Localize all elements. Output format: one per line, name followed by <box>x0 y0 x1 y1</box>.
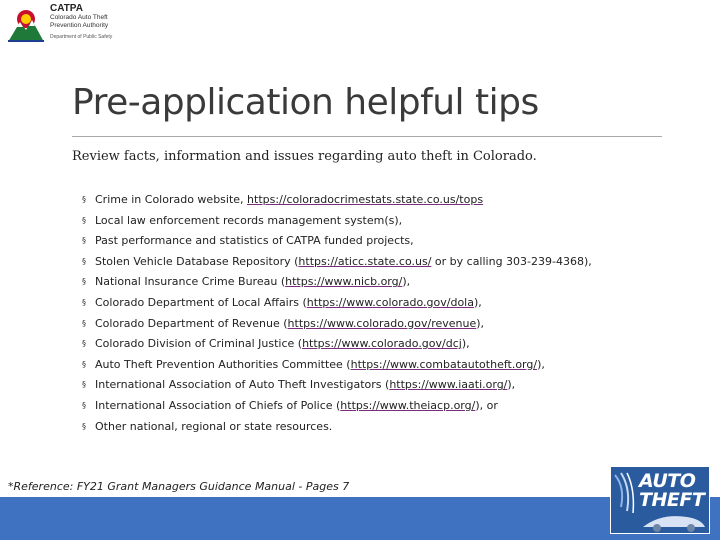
list-item <box>82 334 592 355</box>
list-item-text-after: ), <box>507 378 516 392</box>
bullet-icon: § <box>82 215 86 225</box>
link-colorado-crime-stats[interactable]: https://coloradocrimestats.state.co.us/tops <box>247 193 484 206</box>
slide-title: Pre-application helpful tips <box>72 82 539 123</box>
badge-line-theft: THEFT <box>639 489 705 511</box>
link-dcj[interactable]: https://www.colorado.gov/dcj <box>302 337 462 351</box>
list-item-text: Local law enforcement records management system(s), <box>95 213 403 227</box>
list-item-text-after: ), <box>473 295 482 309</box>
link-dola[interactable]: https://www.colorado.gov/dola <box>306 295 474 309</box>
list-item <box>82 396 592 417</box>
resource-list <box>82 190 592 437</box>
list-item-text: Stolen Vehicle Database Repository ( <box>95 254 299 268</box>
link-revenue[interactable]: https://www.colorado.gov/revenue <box>287 316 477 330</box>
bullet-icon: § <box>82 195 86 204</box>
list-item-text: International Association of Chiefs of Police ( <box>95 398 341 412</box>
badge-line-auto: AUTO <box>639 470 696 492</box>
list-item <box>82 293 592 314</box>
reference-note: *Reference: FY21 Grant Managers Guidance Manual - Pages 7 <box>8 480 350 493</box>
title-divider <box>72 136 662 137</box>
bullet-icon: § <box>82 400 86 410</box>
link-iaati[interactable]: https://www.iaati.org/ <box>389 378 508 392</box>
bullet-icon: § <box>82 256 86 266</box>
list-item-text: Past performance and statistics of CATPA funded projects, <box>95 234 414 248</box>
list-item-text: Auto Theft Prevention Authorities Committee ( <box>95 357 351 371</box>
link-nicb[interactable]: https://www.nicb.org/ <box>285 275 403 289</box>
link-iacp[interactable]: https://www.theiacp.org/ <box>340 398 476 412</box>
catpa-logo <box>6 4 146 48</box>
bullet-icon: § <box>82 380 86 390</box>
list-item <box>82 211 592 232</box>
list-item <box>82 417 592 438</box>
bullet-icon: § <box>82 339 86 349</box>
bullet-icon: § <box>82 318 86 328</box>
list-item-text-after: ), <box>402 275 411 289</box>
bullet-icon: § <box>82 421 86 431</box>
list-item-text: Colorado Department of Local Affairs ( <box>95 295 307 309</box>
list-item-text-after: ), or <box>475 398 498 412</box>
list-item-text: Other national, regional or state resources. <box>95 419 333 433</box>
intro-text: Review facts, information and issues regarding auto theft in Colorado. <box>72 149 537 164</box>
auto-theft-badge <box>610 466 710 534</box>
list-item <box>82 231 592 252</box>
link-aticc[interactable]: https://aticc.state.co.us/ <box>298 254 432 268</box>
list-item <box>82 355 592 376</box>
list-item <box>82 314 592 335</box>
logo-subtitle-line2: Prevention Authority <box>50 21 109 29</box>
logo-title: CATPA <box>50 3 83 14</box>
bullet-icon: § <box>82 236 86 246</box>
list-item <box>82 190 592 211</box>
bullet-icon: § <box>82 297 86 307</box>
list-item-text-after: ), <box>476 316 485 330</box>
bullet-icon: § <box>82 277 86 287</box>
logo-subtitle-line1: Colorado Auto Theft <box>50 14 108 21</box>
list-item-text: National Insurance Crime Bureau ( <box>95 275 286 289</box>
logo-dept: Department of Public Safety <box>50 34 113 40</box>
list-item-text: Colorado Division of Criminal Justice ( <box>95 337 303 351</box>
list-item-text-after: or by calling 303-239-4368), <box>431 254 592 268</box>
list-item-text: Colorado Department of Revenue ( <box>95 316 288 330</box>
link-combat-auto-theft[interactable]: https://www.combatautotheft.org/ <box>350 357 538 371</box>
list-item-text-after: ), <box>461 337 470 351</box>
list-item <box>82 375 592 396</box>
list-item-text: International Association of Auto Theft Investigators ( <box>95 378 390 392</box>
list-item <box>82 252 592 273</box>
list-item-text-after: ), <box>537 357 545 371</box>
bullet-icon: § <box>82 359 86 369</box>
list-item <box>82 272 592 293</box>
list-item-text: Crime in Colorado website, <box>95 193 248 206</box>
colorado-mountain-icon <box>6 4 46 44</box>
